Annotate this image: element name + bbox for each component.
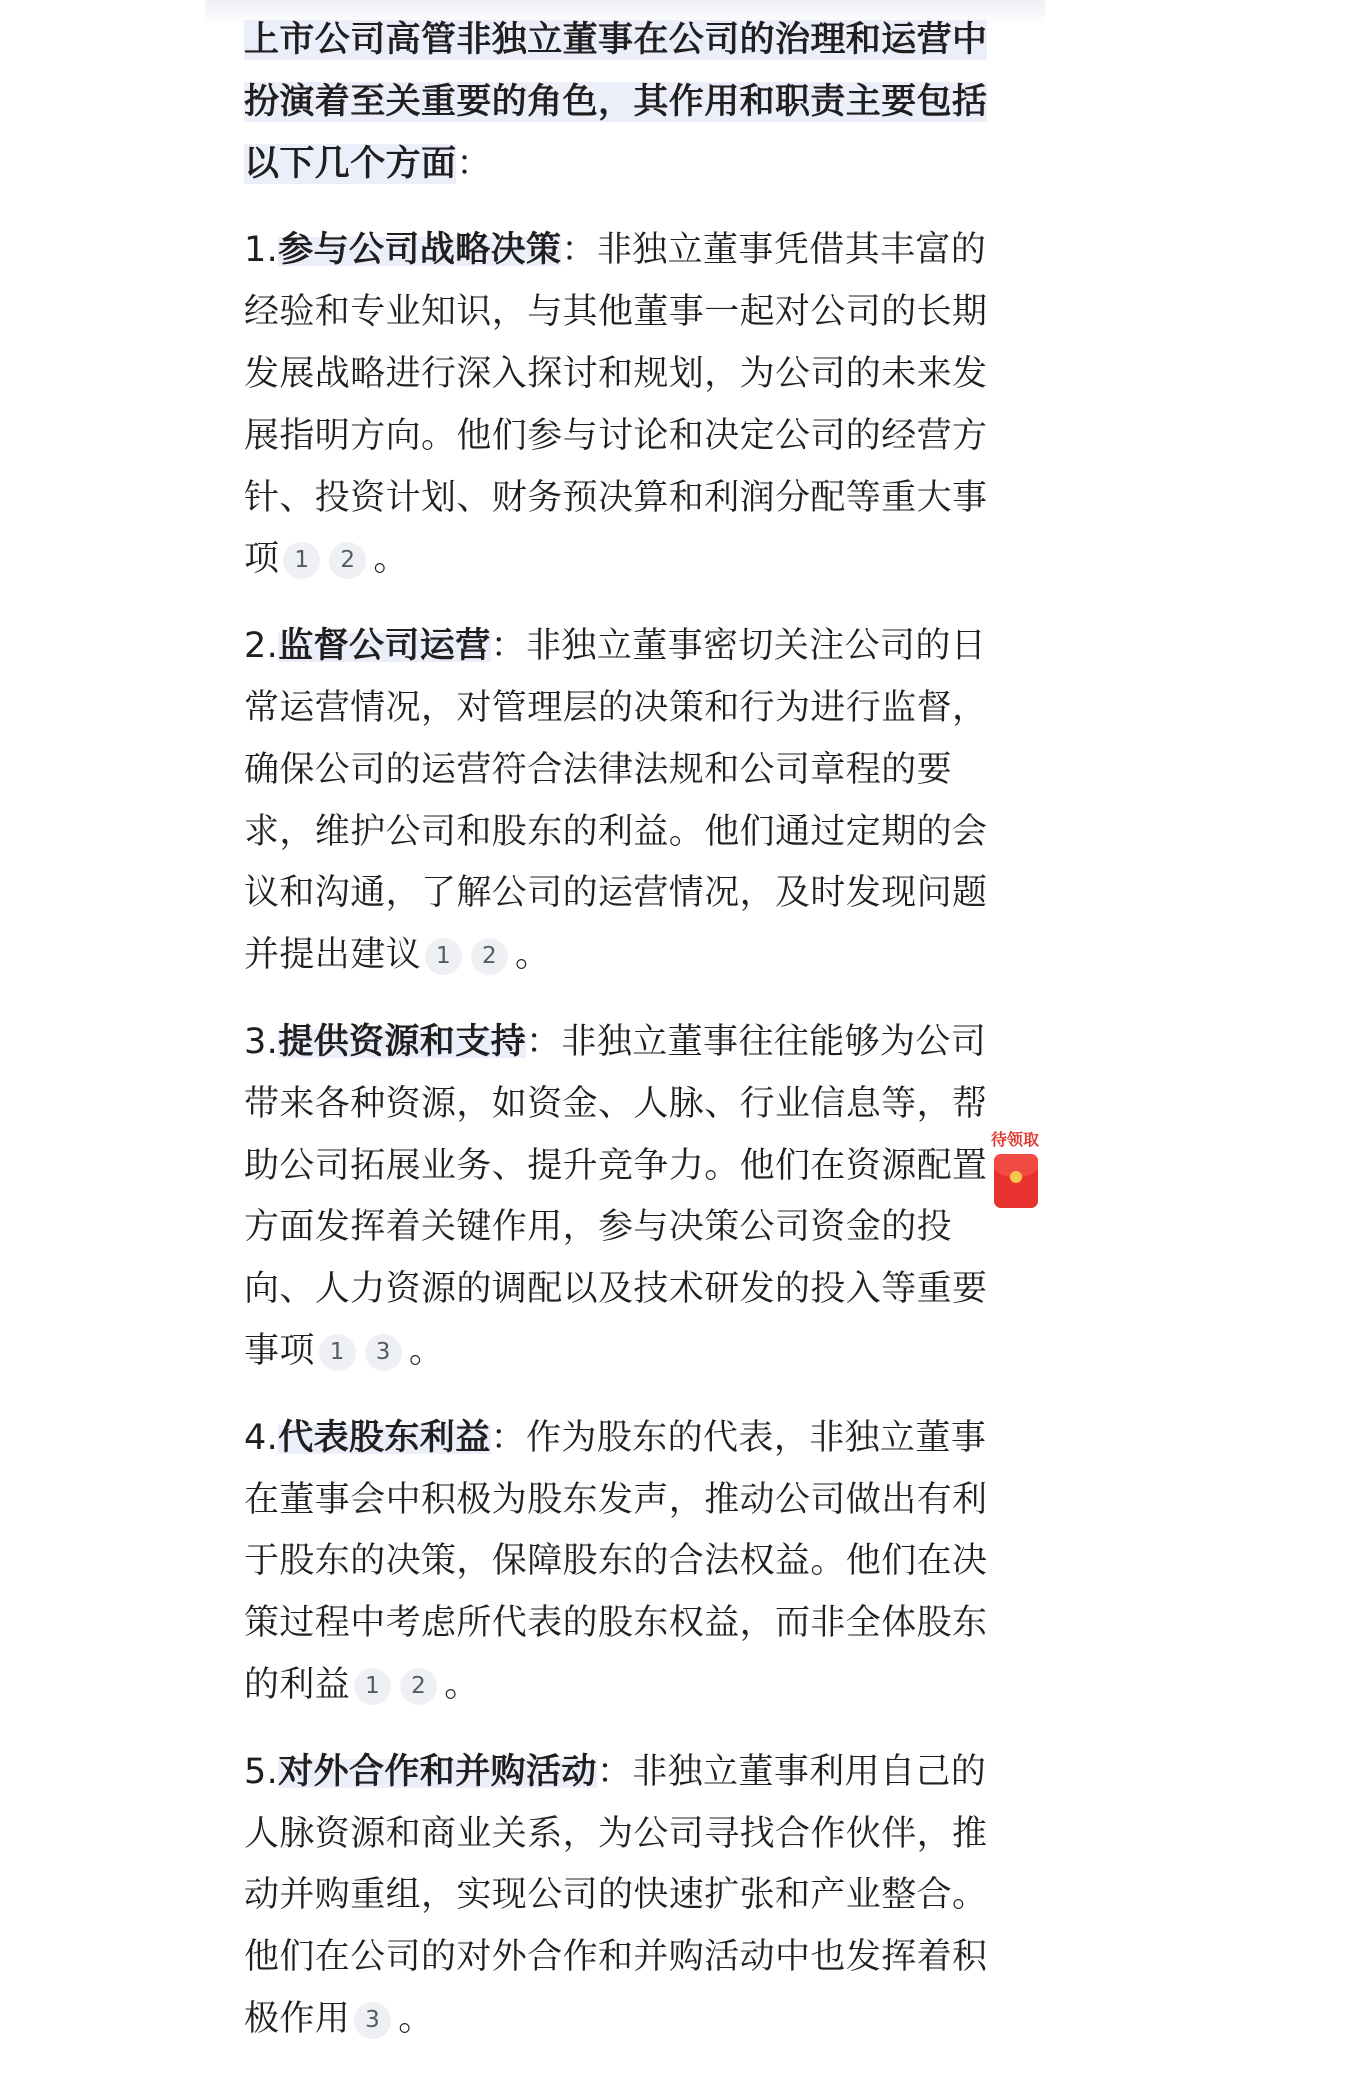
red-envelope-icon: [994, 1154, 1038, 1208]
item-body: 作为股东的代表，非独立董事在董事会中积极为股东发声，推动公司做出有利于股东的决策，保障股东的合法权益。他们在决策过程中考虑所代表的股东权益，而非全体股东的利益: [244, 1417, 988, 1705]
item-number: 5.: [244, 1751, 279, 1792]
item-colon: ：: [490, 1417, 527, 1458]
citation-badge[interactable]: 1: [425, 938, 462, 975]
citation-badge[interactable]: 3: [365, 1334, 402, 1371]
intro-highlight: 上市公司高管非独立董事在公司的治理和运营中扮演着至关重要的角色，其作用和职责主要包括以下几个方面: [244, 20, 988, 184]
red-packet-button[interactable]: [988, 1130, 1044, 1208]
item-number: 4.: [244, 1417, 279, 1458]
item-heading: 提供资源和支持: [278, 1021, 527, 1062]
item-heading: 参与公司战略决策: [278, 230, 562, 271]
item-heading: 监督公司运营: [278, 626, 491, 667]
citation-badge[interactable]: 2: [400, 1668, 437, 1705]
item-body: 非独立董事凭借其丰富的经验和专业知识，与其他董事一起对公司的长期发展战略进行深入探讨和规划，为公司的未来发展指明方向。他们参与讨论和决定公司的经营方针、投资计划、财务预决算和利润分配等重大事项: [244, 230, 988, 580]
item-number: 2.: [244, 626, 279, 667]
item-end: 。: [398, 1998, 434, 2039]
item-end: 。: [515, 935, 551, 976]
item-end: 。: [373, 539, 409, 580]
list-item: [244, 220, 1004, 591]
item-heading: 对外合作和并购活动: [278, 1751, 597, 1792]
item-end: 。: [408, 1330, 445, 1371]
item-end: 。: [444, 1664, 480, 1705]
item-colon: ：: [490, 626, 527, 667]
answer-content: [244, 10, 1004, 2076]
citation-badge[interactable]: 2: [471, 938, 508, 975]
citation-badge[interactable]: 2: [329, 542, 366, 579]
item-body: 非独立董事往往能够为公司带来各种资源，如资金、人脉、行业信息等，帮助公司拓展业务、提升竞争力。他们在资源配置方面发挥着关键作用，参与决策公司资金的投向、人力资源的调配以及技术研发的投入等重要事项: [244, 1021, 988, 1371]
item-colon: ：: [596, 1751, 633, 1792]
list-item: [244, 616, 1004, 987]
list-item: [244, 1408, 1004, 1717]
red-envelope-seal: [1010, 1171, 1022, 1183]
citation-badge[interactable]: 1: [354, 1668, 391, 1705]
citation-badge[interactable]: 1: [283, 542, 320, 579]
citation-badge[interactable]: 3: [354, 2002, 391, 2039]
intro-colon: ：: [456, 143, 492, 184]
list-item: [244, 1742, 1004, 2051]
item-colon: ：: [561, 230, 597, 271]
intro-paragraph: [244, 10, 1004, 195]
item-number: 1.: [244, 230, 279, 271]
item-heading: 代表股东利益: [278, 1417, 491, 1458]
citation-badge[interactable]: 1: [319, 1334, 356, 1371]
item-colon: ：: [526, 1021, 562, 1062]
red-packet-label: 待领取: [990, 1130, 1039, 1149]
item-number: 3.: [244, 1021, 279, 1062]
item-body: 非独立董事利用自己的人脉资源和商业关系，为公司寻找合作伙伴，推动并购重组，实现公司的快速扩张和产业整合。他们在公司的对外合作和并购活动中也发挥着积极作用: [244, 1751, 988, 2039]
list-item: [244, 1012, 1004, 1383]
item-body: 非独立董事密切关注公司的日常运营情况，对管理层的决策和行为进行监督，确保公司的运营符合法律法规和公司章程的要求，维护公司和股东的利益。他们通过定期的会议和沟通，了解公司的运营情况，及时发现问题并提出建议: [244, 626, 988, 976]
